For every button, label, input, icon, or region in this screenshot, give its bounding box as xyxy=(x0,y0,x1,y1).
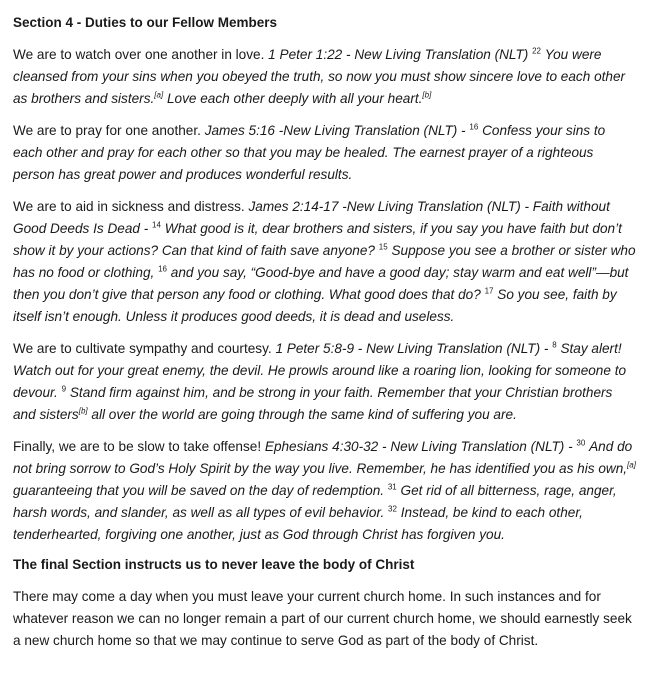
paragraph-pray xyxy=(13,120,637,186)
paragraph-final: There may come a day when you must leave your current church home. In such instances and for whatever reason we can no longer remain a part of our current church home, we should earnestly seek a new church home so that we may continue to serve God as part of the body of Christ. xyxy=(13,589,632,648)
paragraph-watch-over xyxy=(13,44,637,110)
scripture-text: Confess your sins to each other and pray for each other so that you may be healed. The earnest prayer of a righteous person has great power and produces wonderful results. xyxy=(13,123,606,182)
footnote-marker: [b] xyxy=(78,406,88,416)
scripture-text: guaranteeing that you will be saved on the day of redemption. xyxy=(13,483,385,498)
section-4-heading: Section 4 - Duties to our Fellow Members xyxy=(13,15,278,30)
verse-number: 30 xyxy=(576,438,586,448)
scripture-text: and you say, “Good-bye and have a good day; stay warm and eat well”—but then you don’t give that person any food or clothing. What good does that do? xyxy=(13,265,629,302)
scripture-text: So you see, faith by itself isn’t enough. Unless it produces good deeds, it is dead and useless. xyxy=(13,287,617,324)
scripture-text: Instead, be kind to each other, tenderhearted, forgiving one another, just as God through Christ has forgiven you. xyxy=(13,505,583,542)
final-section-heading: The final Section instructs us to never leave the body of Christ xyxy=(13,557,415,572)
verse-number: 17 xyxy=(484,286,494,296)
footnote-marker: [b] xyxy=(422,90,432,100)
footnote-marker: [a] xyxy=(627,460,636,470)
verse-number: 15 xyxy=(378,242,388,252)
verse-number: 14 xyxy=(152,220,161,230)
paragraph-sympathy xyxy=(13,338,637,426)
intro-text: Finally, we are to be slow to take offense! xyxy=(13,439,262,454)
verse-number: 16 xyxy=(158,264,168,274)
scripture-reference: James 5:16 -New Living Translation (NLT) - xyxy=(204,123,466,138)
paragraph-aid xyxy=(13,196,637,328)
intro-text: We are to aid in sickness and distress. xyxy=(13,199,245,214)
intro-text: We are to pray for one another. xyxy=(13,123,201,138)
scripture-reference: James 2:14-17 -New Living Translation (NLT) - Faith without Good Deeds Is Dead - xyxy=(13,199,610,236)
verse-number: 8 xyxy=(552,340,557,350)
scripture-text: Get rid of all bitterness, rage, anger, harsh words, and slander, as well as all types of evil behavior. xyxy=(13,483,617,520)
scripture-text: You were cleansed from your sins when you obeyed the truth, so now you must show sincere love to each other as brothers and sisters. xyxy=(13,47,626,106)
scripture-text: Stand firm against him, and be strong in your faith. Remember that your Christian brothers and sisters xyxy=(13,385,613,422)
verse-number: 32 xyxy=(388,504,397,514)
paragraph-offense xyxy=(13,436,637,546)
scripture-text: And do not bring sorrow to God’s Holy Spirit by the way you live. Remember, he has identified you as his own, xyxy=(13,439,633,476)
scripture-text: all over the world are going through the same kind of suffering you are. xyxy=(91,407,517,422)
scripture-reference: Ephesians 4:30-32 - New Living Translation (NLT) - xyxy=(264,439,573,454)
scripture-text: Stay alert! Watch out for your great enemy, the devil. He prowls around like a roaring lion, looking for someone to devour. xyxy=(13,341,627,400)
scripture-text: Love each other deeply with all your heart. xyxy=(166,91,423,106)
verse-number: 16 xyxy=(469,122,479,132)
document-page xyxy=(13,14,637,662)
intro-text: We are to watch over one another in love. xyxy=(13,47,265,62)
verse-number: 9 xyxy=(61,384,67,394)
scripture-reference: 1 Peter 5:8-9 - New Living Translation (NLT) - xyxy=(275,341,549,356)
scripture-reference: 1 Peter 1:22 - New Living Translation (NLT) xyxy=(268,47,529,62)
verse-number: 22 xyxy=(532,46,542,56)
scripture-text: Suppose you see a brother or sister who has no food or clothing, xyxy=(13,243,636,280)
footnote-marker: [a] xyxy=(154,90,164,100)
intro-text: We are to cultivate sympathy and courtesy. xyxy=(13,341,272,356)
scripture-text: What good is it, dear brothers and sisters, if you say you have faith but don’t show it by your actions? Can that kind of faith save anyone? xyxy=(13,221,622,258)
verse-number: 31 xyxy=(387,482,397,492)
